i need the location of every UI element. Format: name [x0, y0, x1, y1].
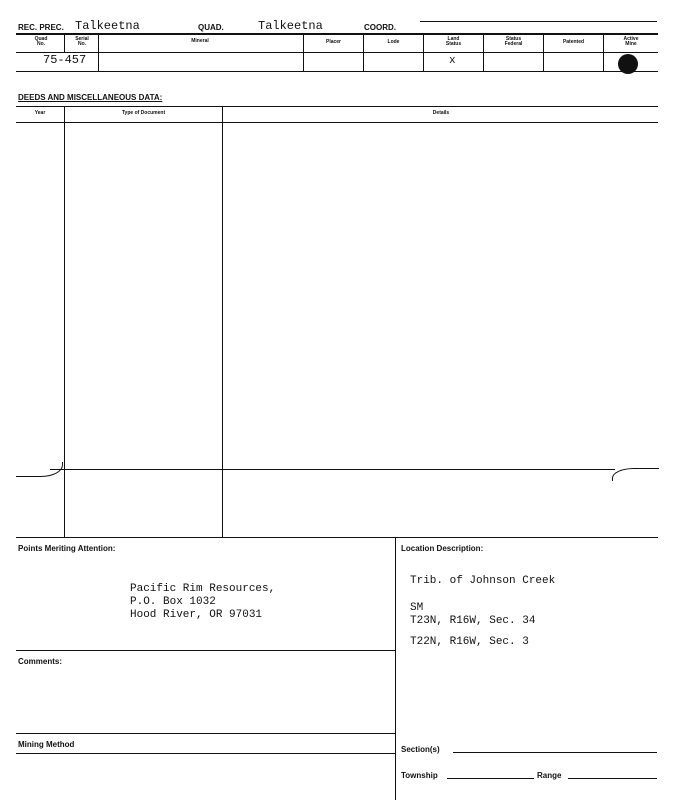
col-divider: [363, 34, 364, 71]
deeds-col-divider: [64, 107, 65, 537]
col-header-lode: Lode: [387, 39, 400, 45]
col-divider: [423, 34, 424, 71]
deeds-col-type: Type of Document: [121, 110, 166, 116]
col-divider: [303, 34, 304, 71]
points-line: P.O. Box 1032: [130, 596, 216, 608]
quad-value: Talkeetna: [258, 19, 323, 33]
township-label: Township: [401, 771, 438, 780]
quad-label: QUAD.: [198, 23, 224, 32]
col-header-line: Mine: [625, 41, 637, 47]
col-header-active: [605, 37, 657, 47]
col-header-line: Status: [505, 36, 522, 42]
col-header-mineral: Mineral: [191, 38, 209, 44]
comments-top-rule: [16, 650, 395, 651]
points-line: Hood River, OR 97031: [130, 609, 263, 621]
location-line: T23N, R16W, Sec. 34: [410, 615, 536, 627]
col-header-line: Federal: [504, 41, 523, 47]
deeds-title: DEEDS AND MISCELLANEOUS DATA:: [18, 93, 163, 102]
active-mine-dot: [618, 54, 638, 74]
location-line: T22N, R16W, Sec. 3: [410, 636, 529, 648]
range-label: Range: [537, 771, 562, 780]
col-header-line: No.: [77, 41, 87, 47]
fold-curl-right: [612, 468, 659, 481]
table-header-rule: [16, 52, 658, 53]
mining-top-rule: [16, 733, 395, 734]
points-label: Points Meriting Attention:: [18, 544, 116, 553]
rec-prec-value: Talkeetna: [75, 19, 140, 33]
deeds-top-rule: [16, 106, 658, 107]
range-field-line[interactable]: [568, 778, 657, 779]
col-header-status-federal: [485, 37, 542, 47]
col-header-line: Land: [447, 36, 460, 42]
lower-center-divider: [395, 538, 396, 800]
col-header-land-status: [425, 37, 482, 47]
location-label: Location Description:: [401, 544, 484, 553]
col-divider: [543, 34, 544, 71]
deeds-col-year: Year: [34, 110, 46, 116]
fold-line: [50, 469, 615, 470]
table-top-rule: [16, 33, 658, 35]
township-field-line[interactable]: [447, 778, 534, 779]
col-divider: [603, 34, 604, 71]
deeds-header-rule: [16, 122, 658, 123]
fold-curl-left: [16, 462, 63, 477]
col-header-placer: Placer: [325, 39, 341, 45]
col-header-patented: Patented: [562, 39, 585, 45]
rec-prec-label: REC. PREC.: [18, 23, 64, 32]
col-divider: [64, 34, 65, 52]
location-line: Trib. of Johnson Creek: [410, 575, 556, 587]
coord-label: COORD.: [364, 23, 396, 32]
location-line: SM: [410, 602, 424, 614]
col-header-line: Quad: [34, 36, 48, 42]
comments-label: Comments:: [18, 657, 63, 666]
lower-top-rule: [16, 537, 658, 538]
col-header-line: Status: [445, 41, 462, 47]
col-header-line: Serial: [75, 36, 89, 42]
deeds-col-details: Details: [432, 110, 450, 116]
col-header-line: Active: [623, 36, 639, 42]
table-bottom-rule: [16, 71, 658, 72]
land-status-mark: x: [449, 55, 456, 67]
col-header-line: No.: [36, 41, 46, 47]
coord-underline: [420, 21, 657, 22]
mining-underline: [16, 753, 395, 754]
col-header-quad-no: [30, 37, 52, 47]
col-header-serial-no: [68, 37, 96, 47]
quad-no-value: 75-457: [43, 53, 87, 67]
deeds-col-divider: [222, 107, 223, 537]
mining-label: Mining Method: [18, 740, 75, 749]
points-line: Pacific Rim Resources,: [130, 583, 276, 595]
col-divider: [98, 34, 99, 71]
col-divider: [483, 34, 484, 71]
sections-label: Section(s): [401, 745, 440, 754]
sections-field-line[interactable]: [453, 752, 657, 753]
